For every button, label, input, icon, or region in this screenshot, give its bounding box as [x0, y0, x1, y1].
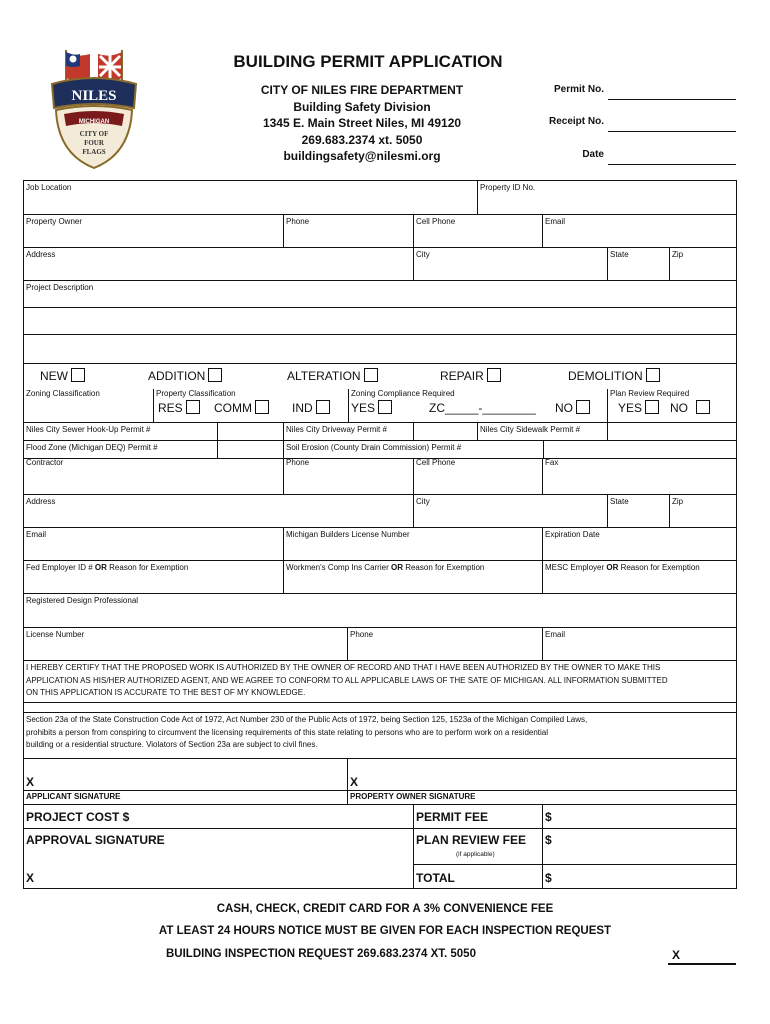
alteration-checkbox[interactable] — [364, 368, 378, 382]
property-id-label: Property ID No. — [480, 183, 536, 192]
soil-erosion-permit-label: Soil Erosion (County Drain Commission) Permit # — [286, 443, 462, 452]
owner-email-field[interactable] — [543, 215, 736, 248]
workmens-comp-text: Workmen's Comp Ins Carrier — [286, 563, 391, 572]
contractor-zip-field[interactable] — [670, 495, 736, 528]
owner-address-label: Address — [26, 250, 56, 259]
owner-address-field[interactable] — [24, 248, 414, 281]
permit-fee-label-cell — [414, 805, 543, 829]
contractor-address-label: Address — [26, 497, 56, 506]
plan-review-no-checkbox[interactable] — [696, 400, 710, 414]
design-phone-field[interactable] — [348, 628, 543, 661]
compliance-yes-checkbox[interactable] — [378, 400, 392, 414]
plan-review-fee-dollar: $ — [545, 833, 552, 847]
compliance-no-checkbox[interactable] — [576, 400, 590, 414]
plan-review-no-label: NO — [670, 401, 688, 415]
applicant-signature-caption — [24, 791, 348, 805]
owner-phone-field[interactable] — [284, 215, 414, 248]
job-location-label: Job Location — [26, 183, 72, 192]
logo-state-text: MICHIGAN — [78, 119, 110, 125]
contractor-cell-field[interactable] — [414, 459, 543, 495]
plan-review-fee-label: PLAN REVIEW FEE — [416, 833, 527, 847]
zc-number-field[interactable]: ZC_____-________ — [429, 401, 536, 415]
class-comm[interactable] — [214, 401, 269, 416]
license-expiration-label: Expiration Date — [545, 530, 600, 539]
total-label: TOTAL — [416, 871, 455, 885]
work-type-demolition-label: DEMOLITION — [568, 369, 643, 383]
owner-city-field[interactable] — [414, 248, 608, 281]
work-type-alteration-label: ALTERATION — [287, 369, 361, 383]
zoning-classification-field[interactable] — [24, 389, 154, 423]
dept-line-2: Building Safety Division — [293, 99, 431, 114]
mesc-or-text: OR — [606, 563, 619, 572]
design-license-label: License Number — [26, 630, 85, 639]
owner-signature-x: X — [350, 775, 359, 789]
plan-review-label: Plan Review Required — [610, 389, 690, 398]
work-type-alteration[interactable] — [287, 369, 378, 384]
owner-state-label: State — [610, 250, 629, 259]
page-title: BUILDING PERMIT APPLICATION — [233, 52, 503, 71]
if-applicable-note: (if applicable) — [456, 851, 495, 858]
contractor-state-label: State — [610, 497, 629, 506]
wc-exemption-text: Reason for Exemption — [402, 563, 485, 572]
owner-email-label: Email — [545, 217, 566, 226]
property-classification-label: Property Classification — [156, 389, 236, 398]
sidewalk-permit-value[interactable] — [608, 423, 736, 441]
design-professional-label: Registered Design Professional — [26, 596, 139, 605]
work-type-addition-label: ADDITION — [148, 369, 206, 383]
certification-text — [26, 662, 668, 700]
design-phone-label: Phone — [350, 630, 374, 639]
owner-zip-label: Zip — [672, 250, 684, 259]
wc-or-text: OR — [390, 563, 403, 572]
flood-zone-permit-label: Flood Zone (Michigan DEQ) Permit # — [26, 443, 158, 452]
work-type-new-label: NEW — [40, 369, 68, 383]
class-ind-label: IND — [292, 401, 313, 415]
project-description-label: Project Description — [26, 283, 94, 292]
approval-signature-field[interactable] — [24, 829, 414, 865]
certify-line-2: APPLICATION AS HIS/HER AUTHORIZED AGENT, AND WE AGREE TO CONFORM TO ALL APPLICABLE LAWS OF THE SATE OF MICHIGAN. ALL INFORMATION SUBMITTED — [26, 675, 668, 685]
project-cost-label: PROJECT COST $ — [26, 810, 130, 824]
flood-zone-permit-field[interactable] — [24, 441, 218, 459]
contractor-address-field[interactable] — [24, 495, 414, 528]
comm-checkbox[interactable] — [255, 400, 269, 414]
owner-zip-field[interactable] — [670, 248, 736, 281]
owner-signature-label: PROPERTY OWNER SIGNATURE — [350, 792, 476, 801]
sewer-permit-field[interactable] — [24, 423, 218, 441]
mesc-employer-field[interactable] — [543, 561, 736, 594]
fed-exemption-text: Reason for Exemption — [106, 563, 189, 572]
res-checkbox[interactable] — [186, 400, 200, 414]
zoning-compliance-field — [348, 389, 608, 423]
property-id-field[interactable] — [478, 181, 736, 215]
permit-fee-field[interactable] — [543, 805, 736, 829]
class-ind[interactable] — [292, 401, 330, 416]
contractor-city-label: City — [416, 497, 430, 506]
total-dollar: $ — [545, 871, 552, 885]
fed-employer-id-text: Fed Employer ID # — [26, 563, 95, 572]
project-description-line-3[interactable] — [24, 335, 736, 364]
dept-line-4: 269.683.2374 xt. 5050 — [301, 132, 423, 147]
contractor-city-field[interactable] — [414, 495, 608, 528]
soil-erosion-permit-value[interactable] — [544, 441, 736, 459]
work-type-demolition[interactable] — [568, 369, 660, 384]
payment-note: CASH, CHECK, CREDIT CARD FOR A 3% CONVENIENCE FEE — [216, 903, 554, 915]
plan-review-yes-label: YES — [618, 401, 643, 415]
repair-checkbox[interactable] — [487, 368, 501, 382]
class-res-label: RES — [158, 401, 183, 415]
logo-motto-3: FLAGS — [82, 148, 106, 156]
applicant-signature-field[interactable] — [24, 759, 348, 791]
owner-state-field[interactable] — [608, 248, 670, 281]
driveway-permit-field[interactable] — [284, 423, 414, 441]
permit-fee-dollar: $ — [545, 810, 552, 824]
contractor-field[interactable] — [24, 459, 284, 495]
license-expiration-field[interactable] — [543, 528, 736, 561]
dept-line-3: 1345 E. Main Street Niles, MI 49120 — [262, 116, 462, 130]
approval-signature-label: APPROVAL SIGNATURE — [26, 833, 165, 847]
department-info — [232, 82, 492, 165]
contractor-email-field[interactable] — [24, 528, 284, 561]
owner-cell-label: Cell Phone — [416, 217, 456, 226]
project-description-line-2[interactable] — [24, 308, 736, 335]
property-owner-label: Property Owner — [26, 217, 83, 226]
date-label: Date — [582, 149, 604, 160]
inspection-notice: AT LEAST 24 HOURS NOTICE MUST BE GIVEN FOR EACH INSPECTION REQUEST — [158, 925, 612, 937]
mesc-employer-label — [545, 563, 700, 572]
workmens-comp-label — [286, 563, 484, 572]
approval-x: X — [26, 871, 35, 885]
flood-zone-permit-value[interactable] — [218, 441, 284, 459]
mesc-exemption-text: Reason for Exemption — [618, 563, 700, 572]
approval-x-field[interactable] — [24, 865, 414, 889]
builders-license-field[interactable] — [284, 528, 543, 561]
footer-signature-rule — [668, 963, 736, 965]
job-location-field[interactable] — [24, 181, 478, 215]
applicant-signature-label: APPLICANT SIGNATURE — [26, 792, 121, 801]
compliance-no-label: NO — [555, 401, 573, 415]
compliance-no[interactable] — [555, 401, 590, 416]
fed-or-text: OR — [94, 563, 107, 572]
project-description-field[interactable] — [24, 281, 736, 308]
contractor-cell-label: Cell Phone — [416, 458, 456, 467]
inspection-request-phone: BUILDING INSPECTION REQUEST 269.683.2374 XT. 5050 — [166, 948, 476, 960]
certify-line-1: I HEREBY CERTIFY THAT THE PROPOSED WORK IS AUTHORIZED BY THE OWNER OF RECORD AND THAT I HAVE BEEN AUTHORIZED BY THE OWNER TO MAKE THIS — [26, 663, 661, 672]
permit-fee-label: PERMIT FEE — [416, 810, 489, 824]
addition-checkbox[interactable] — [208, 368, 222, 382]
logo-motto-1: CITY OF — [79, 130, 109, 138]
date-rule — [608, 164, 736, 165]
driveway-permit-label: Niles City Driveway Permit # — [286, 425, 387, 434]
ind-checkbox[interactable] — [316, 400, 330, 414]
dept-line-5: buildingsafety@nilesmi.org — [283, 149, 441, 163]
logo-motto-2: FOUR — [84, 139, 104, 147]
work-type-row — [24, 364, 736, 389]
design-professional-field[interactable] — [24, 594, 736, 628]
owner-city-label: City — [416, 250, 430, 259]
class-res[interactable] — [158, 401, 200, 416]
plan-review-fee-label-cell — [414, 829, 543, 865]
zoning-classification-label: Zoning Classification — [26, 389, 100, 398]
property-owner-field[interactable] — [24, 215, 284, 248]
section-23a-block — [24, 713, 736, 759]
compliance-yes[interactable] — [351, 401, 392, 416]
section-23a-text — [26, 714, 587, 752]
compliance-yes-label: YES — [351, 401, 376, 415]
permit-form — [23, 180, 737, 889]
permit-no-rule — [608, 99, 736, 100]
receipt-no-rule — [608, 131, 736, 132]
contractor-state-field[interactable] — [608, 495, 670, 528]
sidewalk-permit-label: Niles City Sidewalk Permit # — [480, 425, 581, 434]
contractor-fax-label: Fax — [545, 458, 559, 467]
builders-license-label: Michigan Builders License Number — [286, 530, 410, 539]
design-email-label: Email — [545, 630, 566, 639]
owner-signature-field[interactable] — [348, 759, 736, 791]
plan-review-no[interactable] — [670, 401, 710, 416]
class-comm-label: COMM — [214, 401, 252, 415]
fed-employer-id-field[interactable] — [24, 561, 284, 594]
contractor-phone-field[interactable] — [284, 459, 414, 495]
project-cost-field[interactable] — [24, 805, 414, 829]
fed-employer-id-label — [26, 563, 188, 572]
driveway-permit-value[interactable] — [414, 423, 478, 441]
owner-signature-caption — [348, 791, 736, 805]
sewer-permit-label: Niles City Sewer Hook-Up Permit # — [26, 425, 151, 434]
dept-line-1: CITY OF NILES FIRE DEPARTMENT — [260, 83, 464, 97]
certification-block — [24, 661, 736, 703]
contractor-label: Contractor — [26, 458, 64, 467]
owner-cell-field[interactable] — [414, 215, 543, 248]
contractor-zip-label: Zip — [672, 497, 684, 506]
applicant-signature-x: X — [26, 775, 35, 789]
contractor-phone-label: Phone — [286, 458, 310, 467]
work-type-addition[interactable] — [148, 369, 222, 384]
plan-review-field — [608, 389, 736, 423]
workmens-comp-field[interactable] — [284, 561, 543, 594]
section23-line-3: building or a residential structure. Violators of Section 23a are subject to civil fines. — [26, 740, 318, 749]
design-license-field[interactable] — [24, 628, 348, 661]
property-classification-field — [154, 389, 348, 423]
section23-line-2: prohibits a person from conspiring to circumvent the licensing requirements of this state relating to persons who are to perform work on a residential — [26, 727, 549, 737]
plan-review-yes-checkbox[interactable] — [645, 400, 659, 414]
logo-niles-text: NILES — [71, 88, 117, 104]
contractor-email-label: Email — [26, 530, 47, 539]
section23-line-1: Section 23a of the State Construction Code Act of 1972, Act Number 230 of the Public Acts of 1972, being Section 125, 1523a of the Michigan Compiled Laws, — [26, 715, 588, 724]
work-type-repair[interactable] — [440, 369, 501, 384]
footer-signature-x[interactable]: X — [672, 948, 681, 962]
sewer-permit-value[interactable] — [218, 423, 284, 441]
demolition-checkbox[interactable] — [646, 368, 660, 382]
form-header — [0, 0, 770, 180]
work-type-repair-label: REPAIR — [440, 369, 484, 383]
soil-erosion-permit-field[interactable] — [284, 441, 544, 459]
owner-phone-label: Phone — [286, 217, 310, 226]
plan-review-fee-field[interactable] — [543, 829, 736, 865]
new-checkbox[interactable] — [71, 368, 85, 382]
zoning-compliance-label: Zoning Compliance Required — [351, 389, 455, 398]
receipt-no-label: Receipt No. — [548, 116, 604, 127]
sidewalk-permit-field[interactable] — [478, 423, 608, 441]
total-field[interactable] — [543, 865, 736, 889]
total-label-cell — [414, 865, 543, 889]
design-email-field[interactable] — [543, 628, 736, 661]
plan-review-yes[interactable] — [618, 401, 659, 416]
permit-no-label: Permit No. — [553, 84, 604, 95]
contractor-fax-field[interactable] — [543, 459, 736, 495]
spacer-row — [24, 703, 736, 713]
mesc-employer-text: MESC Employer — [545, 563, 607, 572]
work-type-new[interactable] — [40, 369, 85, 384]
certify-line-3: ON THIS APPLICATION IS ACCURATE TO THE BEST OF MY KNOWLEDGE. — [26, 688, 306, 697]
